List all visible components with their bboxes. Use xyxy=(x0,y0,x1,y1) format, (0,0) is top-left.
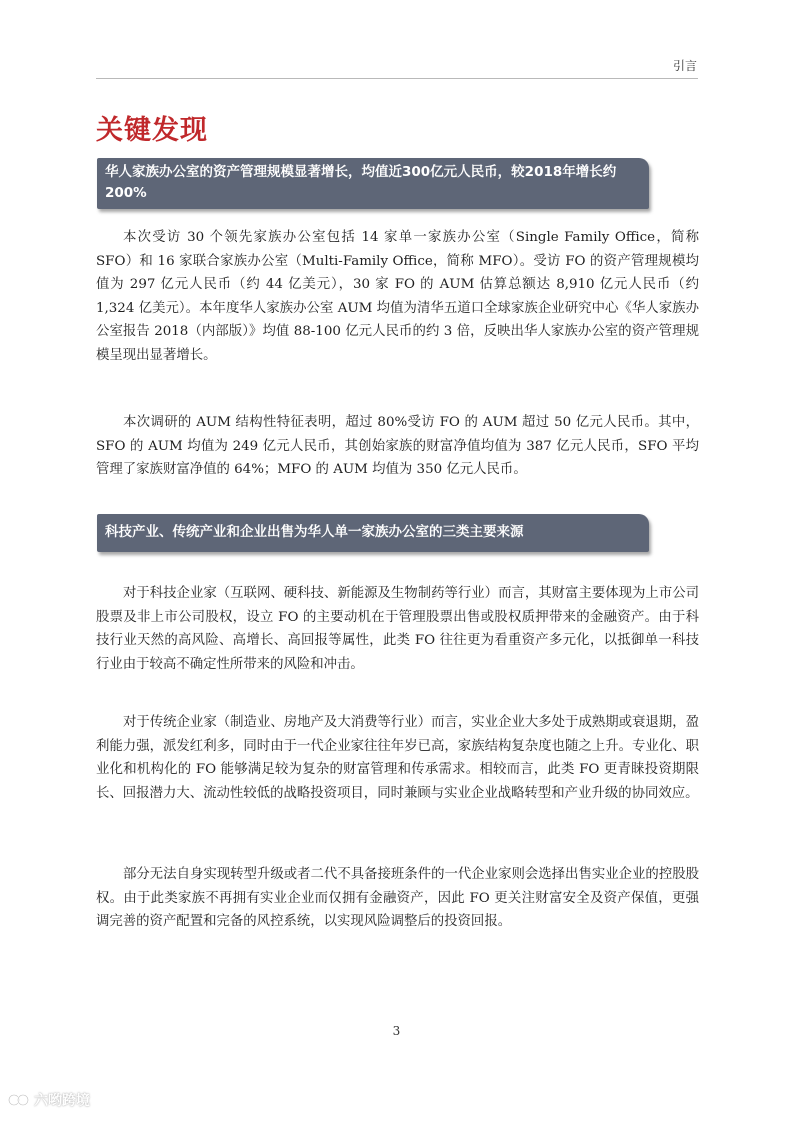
paragraph-traditional-entrepreneurs: 对于传统企业家（制造业、房地产及大消费等行业）而言，实业企业大多处于成熟期或衰退期，盈利能力强，派发红利多，同时由于一代企业家往往年岁已高，家族结构复杂度也随之上升。专业化、职业化和机构化的 FO 能够满足较为复杂的财富管理和传承需求。相较而言，此类 FO 更青睐投资期限长、回报潜力大、流动性较低的战略投资项目，同时兼顾与实业企业战略转型和产业升级的协同效应。 xyxy=(96,715,699,801)
paragraph-aum-structure: 本次调研的 AUM 结构性特征表明，超过 80%受访 FO 的 AUM 超过 50 亿元人民币。其中，SFO 的 AUM 均值为 249 亿元人民币，其创始家族的财富净值均值为 387 亿元人民币，SFO 平均管理了家族财富净值的 64%；MFO 的 AUM 均值为 350 亿元人民币。 xyxy=(96,415,699,477)
page-number: 3 xyxy=(392,1024,401,1038)
section-title: 关键发现 xyxy=(96,115,208,146)
finding-banner-aum-growth: 华人家族办公室的资产管理规模显著增长，均值近300亿元人民币，较2018年增长约200% xyxy=(97,158,649,209)
paragraph-aum-overview: 本次受访 30 个领先家族办公室包括 14 家单一家族办公室（Single Family Office，简称 SFO）和 16 家联合家族办公室（Multi-Family Office，简称 MFO）。受访 FO 的资产管理规模均值为 297 亿元人民币（约 44 亿美元），30 家 FO 的 AUM 估算总额达 8,910 亿元人民币（约 1,324 亿美元）。本年度华人家族办公室 AUM 均值为清华五道口全球家族企业研究中心《华人家族办公室报告 2018（内部版）》均值 88-100 亿元人民币的约 3 倍，反映出华人家族办公室的资产管理规模呈现出显著增长。 xyxy=(96,230,699,363)
watermark-logo-icon xyxy=(8,1092,30,1108)
watermark-text: 六哟跨境 xyxy=(34,1093,90,1109)
watermark xyxy=(8,1090,90,1110)
paragraph-tech-entrepreneurs: 对于科技企业家（互联网、硬科技、新能源及生物制药等行业）而言，其财富主要体现为上市公司股票及非上市公司股权，设立 FO 的主要动机在于管理股票出售或股权质押带来的金融资产。由于科技行业天然的高风险、高增长、高回报等属性，此类 FO 往往更为看重资产多元化，以抵御单一科技行业由于较高不确定性所带来的风险和冲击。 xyxy=(96,586,699,672)
header-divider xyxy=(96,78,698,79)
page-header-label: 引言 xyxy=(672,59,697,73)
paragraph-business-sale: 部分无法自身实现转型升级或者二代不具备接班条件的一代企业家则会选择出售实业企业的控股股权。由于此类家族不再拥有实业企业而仅拥有金融资产，因此 FO 更关注财富安全及资产保值，更强调完善的资产配置和完备的风控系统，以实现风险调整后的投资回报。 xyxy=(96,867,699,929)
finding-banner-sfo-sources: 科技产业、传统产业和企业出售为华人单一家族办公室的三类主要来源 xyxy=(97,514,649,552)
